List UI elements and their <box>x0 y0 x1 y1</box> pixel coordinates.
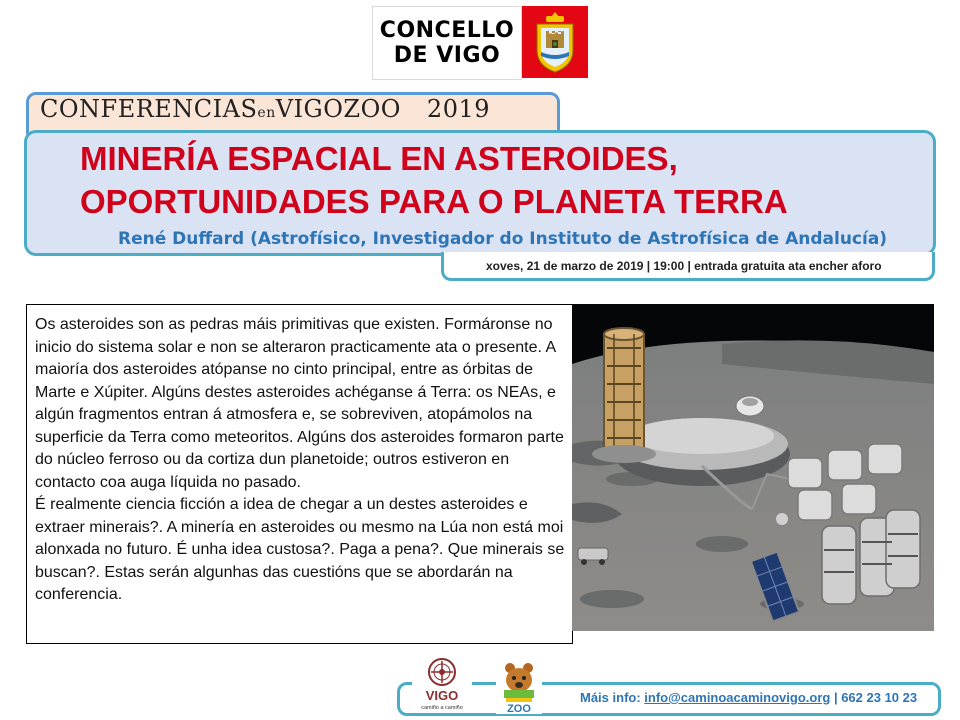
series-year: 2019 <box>426 95 490 123</box>
zoo-logo-name: ZOO <box>507 703 531 714</box>
footer-phone: | 662 23 10 23 <box>833 690 918 705</box>
series-title-en: en <box>257 105 276 121</box>
vigo-logo-name: VIGO <box>425 688 459 703</box>
series-title <box>40 95 490 123</box>
coat-of-arms-icon <box>522 6 588 78</box>
talk-title <box>80 137 788 223</box>
asteroid-mining-illustration <box>572 304 934 631</box>
speaker-line: René Duffard (Astrofísico, Investigador do Instituto de Astrofísica de Andalucía) <box>118 229 888 249</box>
series-title-part2: VIGOZOO <box>275 95 401 123</box>
talk-title-line-1: MINERÍA ESPACIAL EN ASTEROIDES, <box>80 140 678 177</box>
vigo-logo-tagline: camiño a camiño <box>421 705 463 711</box>
series-title-part1: CONFERENCIAS <box>40 95 258 123</box>
talk-title-line-2: OPORTUNIDADES PARA O PLANETA TERRA <box>80 183 788 220</box>
date-info: xoves, 21 de marzo de 2019 | 19:00 | entrada gratuita ata encher aforo <box>486 259 882 273</box>
description-paragraph-2: É realmente ciencia ficción a idea de chegar a un destes asteroides e extraer minerais?. A minería en asteroides ou mesmo na Lúa non está moi alonxada no futuro. É unha idea custosa?. Paga a pena?. Que minerais se buscan?. Estas serán algunhas das cuestións que se abordarán na conferencia. <box>35 496 565 603</box>
logo-line-2: DE VIGO <box>393 43 501 68</box>
vigozoo-logo <box>496 658 542 714</box>
logo-line-1: CONCELLO <box>379 18 515 43</box>
description-paragraph-1: Os asteroides son as pedras máis primitivas que existen. Formáronse no inicio do sistema solar e non se alteraron practicamente ata o presente. A maioría dos asteroides atópanse no cinto principal, entre as órbitas de Marte e Xúpiter. Algúns destes asteroides achéganse á Terra: os NEAs, e algún fragmentos entran á atmosfera e, se sobreviven, atopámolos na superficie da Terra como meteoritos. Algúns dos asteroides formaron parte do núcleo ferroso ou da cortiza dun planetoide; outros estiveron en contacto coa auga líquida no pasado. <box>35 316 564 491</box>
footer-contact <box>580 690 917 705</box>
footer-email-link[interactable]: info@caminoacaminovigo.org <box>644 690 831 705</box>
concello-logo <box>372 6 522 80</box>
description-box <box>26 304 573 644</box>
vigo-camino-logo <box>412 656 472 712</box>
footer-label: Máis info: <box>580 690 641 705</box>
